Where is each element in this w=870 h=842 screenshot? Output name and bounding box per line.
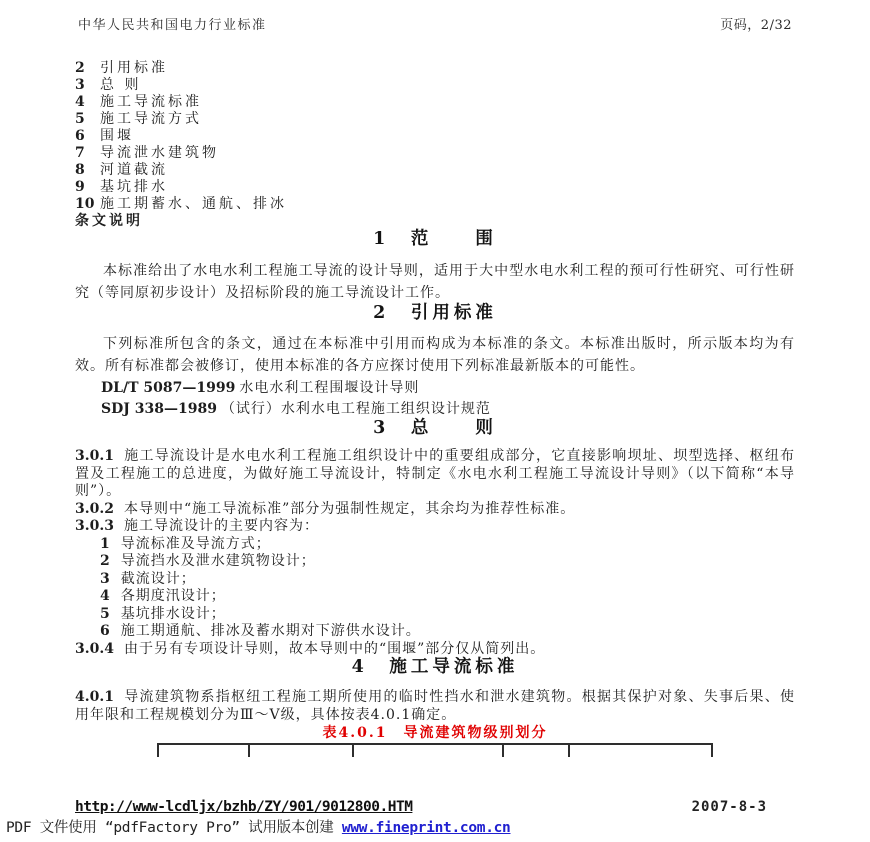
pdf-trial-notice — [6, 816, 511, 837]
section-1-paragraph: 本标准给出了水电水利工程施工导流的设计导则，适用于大中型水电水利工程的预可行性研究、可行性研究（等同原初步设计）及招标阶段的施工导流设计工作。 — [75, 263, 795, 301]
table-column-divider — [352, 745, 354, 757]
section-3-heading: 3 总 则 — [373, 418, 497, 438]
subitem-number: 6 — [100, 623, 110, 639]
toc-item — [75, 128, 870, 145]
footer-date: 2007-8-3 — [691, 799, 767, 815]
clause-text: 由于另有专项设计导则，故本导则中的“围堰”部分仅从简列出。 — [123, 640, 546, 657]
page-number: 页码，2/32 — [720, 18, 792, 33]
toc-item-label: 河道截流 — [100, 162, 168, 178]
toc-item-number: 5 — [75, 111, 85, 127]
fineprint-link[interactable]: www.fineprint.com.cn — [341, 820, 511, 836]
section-4-heading: 4 施工导流标准 — [351, 657, 519, 677]
section-2-heading: 2 引用标准 — [373, 303, 497, 323]
subitem — [100, 536, 795, 554]
toc-item-label: 施工导流方式 — [100, 111, 202, 127]
subitem — [100, 623, 795, 641]
clause-3-0-1 — [75, 448, 795, 501]
toc-item — [75, 196, 870, 213]
clause-text: 施工导流设计是水电水利工程施工组织设计中的重要组成部分，它直接影响坝址、坝型选择、枢纽布置及工程施工的总进度，为做好施工导流设计，特制定《水电水利工程施工导流设计导则》（以下简称“本导则”）。 — [75, 448, 795, 499]
toc-item-number: 6 — [75, 128, 85, 144]
table-column-divider — [248, 745, 250, 757]
footer-url-row — [75, 799, 767, 815]
reference-line — [75, 399, 795, 419]
subitem-text: 导流挡水及泄水建筑物设计； — [120, 553, 316, 569]
pdf-trial-notice-text: PDF 文件使用 “pdfFactory Pro” 试用版本创建 — [6, 820, 342, 836]
table-4-0-1-caption: 表4.0.1 导流建筑物级别划分 — [322, 725, 548, 741]
toc-item-number: 10 — [75, 196, 95, 212]
reference-title: （试行）水利水电工程施工组织设计规范 — [220, 401, 491, 417]
table-column-divider — [711, 745, 713, 757]
toc-item-label: 基坑排水 — [100, 179, 168, 195]
toc-item-number: 4 — [75, 94, 85, 110]
clause-3-0-2 — [75, 501, 795, 519]
document-url-link[interactable]: http://www-lcdljx/bzhb/ZY/901/9012800.HTM — [75, 799, 413, 815]
toc-item-number: 2 — [75, 60, 85, 76]
subitem — [100, 588, 795, 606]
clause-4-0-1 — [75, 689, 795, 724]
table-column-divider — [157, 745, 159, 757]
toc-item-number: 9 — [75, 179, 85, 195]
toc-item — [75, 145, 870, 162]
clause-text: 本导则中“施工导流标准”部分为强制性规定，其余均为推荐性标准。 — [123, 500, 576, 517]
toc-item-number: 3 — [75, 77, 85, 93]
subitem-number: 1 — [100, 535, 110, 552]
subitem — [100, 571, 795, 589]
subitem-text: 基坑排水设计； — [120, 605, 226, 622]
toc-item-label: 总 则 — [100, 77, 142, 93]
subitem-number: 3 — [100, 570, 110, 587]
toc-note: 条文说明 — [75, 213, 143, 229]
table-column-divider — [568, 745, 570, 757]
reference-title: 水电水利工程围堰设计导则 — [239, 380, 420, 396]
subitem-number: 4 — [100, 588, 110, 604]
page-header — [0, 0, 870, 33]
subitem-text: 各期度汛设计； — [120, 588, 226, 604]
subitem-number: 2 — [100, 553, 110, 569]
clause-3-0-3-subitems — [75, 536, 795, 641]
clause-number: 3.0.3 — [75, 518, 114, 534]
clause-3-0-4 — [75, 641, 795, 659]
clause-number: 3.0.1 — [75, 448, 114, 464]
toc-item-label: 围堰 — [100, 128, 134, 144]
subitem-number: 5 — [100, 605, 110, 622]
reference-list — [75, 378, 795, 419]
subitem — [100, 606, 795, 624]
clause-3-0-3 — [75, 518, 795, 536]
subitem-text: 施工期通航、排冰及蓄水期对下游供水设计。 — [120, 623, 421, 639]
toc-item-label: 引用标准 — [100, 60, 168, 76]
clause-text: 导流建筑物系指枢纽工程施工期所使用的临时性挡水和泄水建筑物。根据其保护对象、失事后果、使用年限和工程规模划分为Ⅲ～Ⅴ级，具体按表4.0.1确定。 — [75, 689, 795, 723]
toc-item — [75, 179, 870, 196]
toc-item — [75, 162, 870, 179]
toc-note-wrap — [75, 213, 870, 230]
clause-number: 3.0.4 — [75, 640, 114, 657]
section-1-heading: 1 范 围 — [373, 229, 497, 249]
table-of-contents — [75, 60, 870, 213]
subitem — [100, 553, 795, 571]
standard-title: 中华人民共和国电力行业标准 — [78, 18, 267, 33]
reference-code: DL/T 5087—1999 — [101, 380, 236, 396]
toc-item — [75, 94, 870, 111]
section-2-paragraph: 下列标准所包含的条文，通过在本标准中引用而构成为本标准的条文。本标准出版时，所示版本均为有效。所有标准都会被修订，使用本标准的各方应探讨使用下列标准最新版本的可能性。 — [75, 336, 795, 374]
reference-code: SDJ 338—1989 — [101, 401, 217, 417]
subitem-text: 导流标准及导流方式； — [120, 535, 271, 552]
toc-item — [75, 60, 870, 77]
subitem-text: 截流设计； — [120, 570, 196, 587]
table-column-divider — [502, 745, 504, 757]
toc-item-label: 施工导流标准 — [100, 94, 202, 110]
clause-text: 施工导流设计的主要内容为： — [123, 518, 319, 534]
toc-item-label: 施工期蓄水、通航、排冰 — [100, 196, 287, 212]
reference-line — [75, 378, 795, 398]
toc-item — [75, 77, 870, 94]
toc-item-number: 8 — [75, 162, 85, 178]
clause-number: 3.0.2 — [75, 500, 114, 517]
toc-item-number: 7 — [75, 145, 85, 161]
clause-number: 4.0.1 — [75, 689, 114, 705]
table-4-0-1-top-border — [157, 743, 713, 759]
document-body — [75, 230, 795, 759]
toc-item — [75, 111, 870, 128]
toc-item-label: 导流泄水建筑物 — [100, 145, 219, 161]
